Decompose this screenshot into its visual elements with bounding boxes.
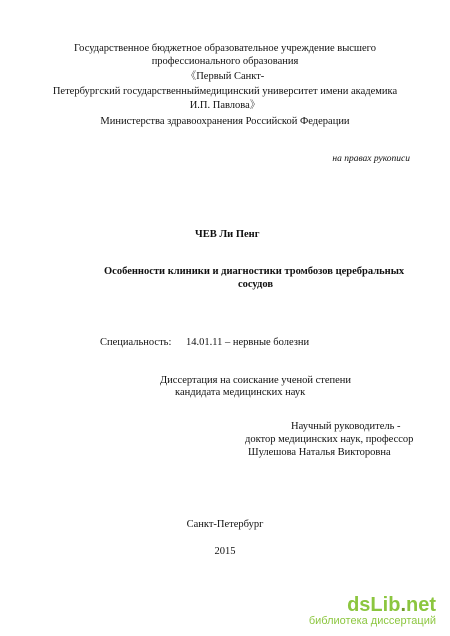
dslib-logo — [309, 595, 436, 615]
dslib-subtitle: библиотека диссертаций — [308, 615, 436, 627]
logo-tld: net — [406, 594, 436, 616]
city: Санкт-Петербург — [186, 519, 264, 530]
title-line-1: Особенности клиники и диагностики тромбозов церебральных — [104, 266, 405, 277]
supervisor-line-1: Научный руководитель - — [291, 421, 401, 432]
degree-line-1: Диссертация на соискание ученой степени — [160, 375, 352, 386]
header-line-6: Министерства здравоохранения Российской Федерации — [100, 116, 350, 127]
header-line-4: Петербургский государственныймедицинский университет имени академика — [52, 86, 398, 97]
header-line-3: 《Первый Санкт- — [185, 71, 265, 82]
specialty-value: 14.01.11 – нервные болезни — [186, 337, 310, 348]
manuscript-rights: на правах рукописи — [332, 154, 410, 164]
degree-line-2: кандидата медицинских наук — [175, 387, 306, 398]
specialty-label: Специальность: — [100, 337, 172, 348]
logo-dot: . — [400, 594, 406, 616]
author-name: ЧЕВ Ли Пенг — [195, 229, 260, 240]
year: 2015 — [214, 546, 236, 557]
supervisor-line-2: доктор медицинских наук, профессор — [245, 434, 414, 445]
header-line-5: И.П. Павлова》 — [189, 100, 261, 111]
dslib-watermark[interactable] — [309, 595, 436, 628]
header-line-2: профессионального образования — [151, 56, 299, 67]
header-line-1: Государственное бюджетное образовательное учреждение высшего — [74, 43, 376, 54]
supervisor-line-3: Шулешова Наталья Викторовна — [248, 447, 391, 458]
logo-main: dsLib — [347, 594, 401, 616]
title-line-2: сосудов — [238, 279, 273, 290]
